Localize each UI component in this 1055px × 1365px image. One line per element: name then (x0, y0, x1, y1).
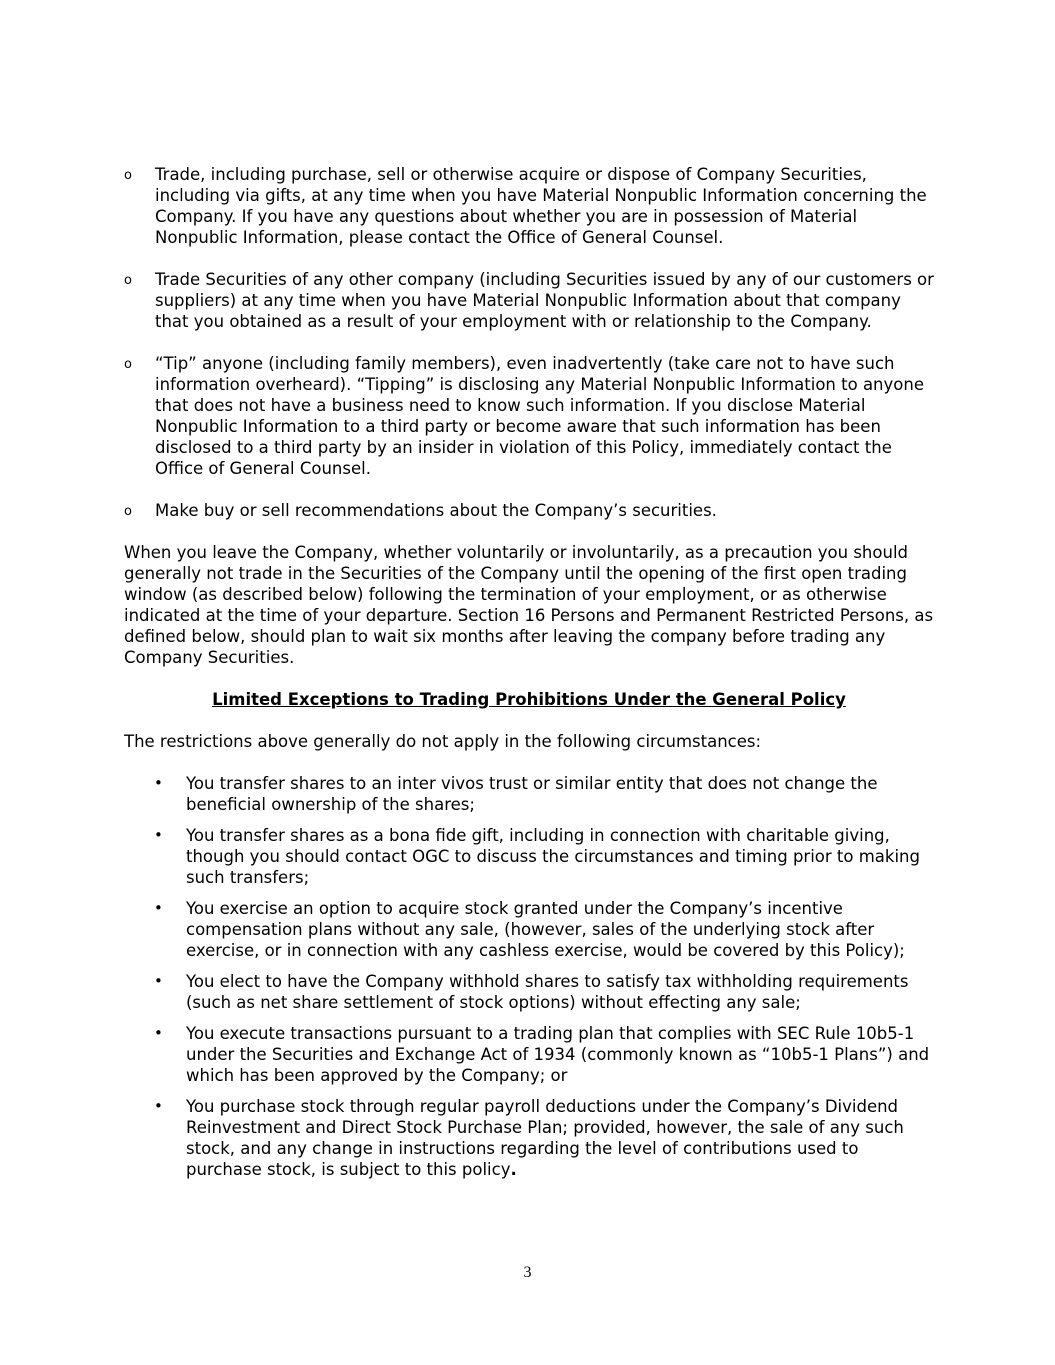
circle-bullet-icon: o (124, 504, 132, 519)
list-item (124, 164, 934, 248)
list-item (124, 825, 934, 888)
list-item (124, 1096, 934, 1180)
list-item (124, 773, 934, 815)
section-heading: Limited Exceptions to Trading Prohibitions Under the General Policy (212, 690, 846, 709)
bullet-icon: • (154, 899, 163, 917)
list-item-text: Trade Securities of any other company (including Securities issued by any of our customers or suppliers) at any time when you have Material Nonpublic Information about that company that you obtained as a result of your employment with or relationship to the Company. (155, 270, 934, 331)
list-item (124, 269, 934, 332)
bullet-icon: • (154, 972, 163, 990)
list-item (124, 353, 934, 479)
bullet-icon: • (154, 826, 163, 844)
list-item-text: You transfer shares as a bona fide gift, including in connection with charitable giving, though you should contact OGC to discuss the circumstances and timing prior to making such transfers; (186, 826, 920, 887)
list-item-text: You elect to have the Company withhold shares to satisfy tax withholding requirements (such as net share settlement of stock options) without effecting any sale; (186, 972, 909, 1012)
document-page (124, 164, 934, 1190)
list-item-text: You exercise an option to acquire stock granted under the Company’s incentive compensation plans without any sale, (however, sales of the underlying stock after exercise, or in connection with any cashless exercise, would be covered by this Policy); (186, 899, 905, 960)
exceptions-list (124, 773, 934, 1180)
list-item-text: You execute transactions pursuant to a trading plan that complies with SEC Rule 10b5-1 under the Securities and Exchange Act of 1934 (commonly known as “10b5-1 Plans”) and which has been approved by the Company; or (186, 1024, 930, 1085)
circle-bullet-icon: o (124, 168, 132, 183)
circle-bullet-icon: o (124, 357, 132, 372)
list-item (124, 971, 934, 1013)
list-item-text: You transfer shares to an inter vivos trust or similar entity that does not change the beneficial ownership of the shares; (186, 774, 878, 814)
leaving-company-paragraph: When you leave the Company, whether voluntarily or involuntarily, as a precaution you should generally not trade in the Securities of the Company until the opening of the first open trading window (as described below) following the termination of your employment, or as otherwise indicated at the time of your departure. Section 16 Persons and Permanent Restricted Persons, as defined below, should plan to wait six months after leaving the company before trading any Company Securities. (124, 543, 934, 667)
bullet-icon: • (154, 1097, 163, 1115)
exceptions-intro: The restrictions above generally do not apply in the following circumstances: (124, 732, 762, 751)
bullet-icon: • (154, 774, 163, 792)
prohibitions-list (124, 164, 934, 521)
list-item (124, 898, 934, 961)
list-item-text: Trade, including purchase, sell or otherwise acquire or dispose of Company Securities, including via gifts, at any time when you have Material Nonpublic Information concerning the Company. If you have any questions about whether you are in possession of Material Nonpublic Information, please contact the Office of General Counsel. (155, 165, 927, 247)
list-item (124, 1023, 934, 1086)
bold-period: . (510, 1160, 517, 1179)
list-item-text: “Tip” anyone (including family members), even inadvertently (take care not to have such information overheard). “Tipping” is disclosing any Material Nonpublic Information to anyone that does not have a business need to know such information. If you disclose Material Nonpublic Information to a third party or become aware that such information has been disclosed to a third party by an insider in violation of this Policy, immediately contact the Office of General Counsel. (155, 354, 924, 478)
list-item-text: Make buy or sell recommendations about the Company’s securities. (155, 501, 717, 520)
list-item (124, 500, 934, 521)
page-number: 3 (523, 1264, 532, 1281)
bullet-icon: • (154, 1024, 163, 1042)
list-item-text: You purchase stock through regular payroll deductions under the Company’s Dividend Reinvestment and Direct Stock Purchase Plan; provided, however, the sale of any such stock, and any change in instructions regarding the level of contributions used to purchase stock, is subject to this policy (186, 1097, 904, 1179)
circle-bullet-icon: o (124, 273, 132, 288)
